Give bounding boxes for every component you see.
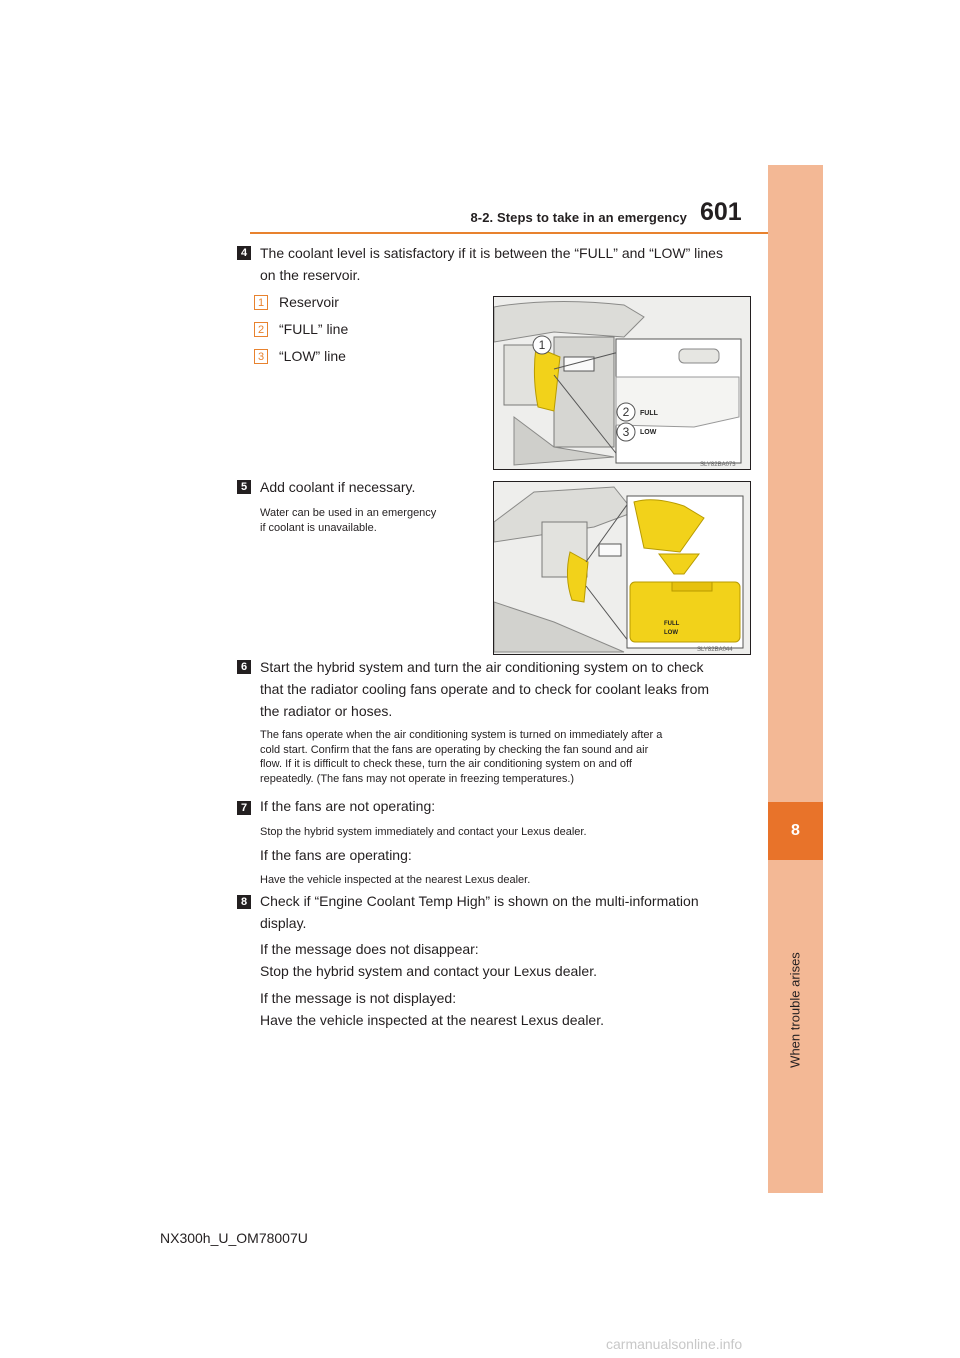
step-7-marker: 7 bbox=[237, 801, 251, 815]
step-4-marker: 4 bbox=[237, 246, 251, 260]
callout-2-label: “FULL” line bbox=[279, 321, 349, 337]
step-6-note: The fans operate when the air conditioning system is turned on immediately after a cold start. Confirm that the fans are operating by checking the fan sound and air flow. If it is difficult to check these, turn the air conditioning system on and off repeatedly. (The fans may not operate in freezing temperatures.) bbox=[260, 729, 663, 785]
step-5-text: Add coolant if necessary. bbox=[260, 479, 416, 495]
add-coolant-illustration bbox=[493, 481, 751, 655]
svg-text:1: 1 bbox=[538, 338, 546, 352]
reservoir-drawing bbox=[494, 297, 750, 469]
figure-code: SLY82BA073 bbox=[700, 462, 736, 468]
full-tag: FULL bbox=[640, 410, 658, 417]
step-5-note: Water can be used in an emergency if coolant is unavailable. bbox=[260, 507, 437, 534]
watermark: carmanualsonline.info bbox=[606, 1336, 743, 1352]
step-7-note-2: Have the vehicle inspected at the nearest Lexus dealer. bbox=[260, 874, 531, 886]
step-6-marker: 6 bbox=[237, 660, 251, 674]
callout-1-marker: 1 bbox=[254, 295, 268, 310]
low-tag: LOW bbox=[664, 630, 678, 636]
step-7-note-1: Stop the hybrid system immediately and contact your Lexus dealer. bbox=[260, 826, 587, 838]
step-8-marker: 8 bbox=[237, 895, 251, 909]
callout-1-label: Reservoir bbox=[279, 294, 339, 310]
callout-3-label: “LOW” line bbox=[279, 348, 346, 364]
low-tag: LOW bbox=[640, 429, 657, 436]
step-8-case-2-action: Have the vehicle inspected at the nearest Lexus dealer. bbox=[260, 1012, 604, 1028]
full-tag: FULL bbox=[664, 621, 680, 627]
add-coolant-drawing bbox=[494, 482, 750, 654]
callout-3-marker: 3 bbox=[254, 349, 268, 364]
reservoir-illustration bbox=[493, 296, 751, 470]
page-number: 601 bbox=[700, 198, 742, 226]
step-7-condition-2: If the fans are operating: bbox=[260, 847, 412, 863]
step-5-marker: 5 bbox=[237, 480, 251, 494]
step-7-condition-1: If the fans are not operating: bbox=[260, 798, 436, 814]
callout-2-marker: 2 bbox=[254, 322, 268, 337]
chapter-label: When trouble arises bbox=[787, 952, 803, 1068]
header-rule bbox=[250, 232, 823, 234]
section-title: 8-2. Steps to take in an emergency bbox=[470, 210, 687, 225]
step-8-case-2-condition: If the message is not displayed: bbox=[260, 990, 457, 1006]
step-8-case-1-condition: If the message does not disappear: bbox=[260, 941, 479, 957]
step-4-text: The coolant level is satisfactory if it is between the “FULL” and “LOW” lines on the reservoir. bbox=[260, 245, 723, 283]
step-8-text: Check if “Engine Coolant Temp High” is shown on the multi-information display. bbox=[260, 893, 699, 931]
svg-text:2: 2 bbox=[622, 405, 630, 419]
chapter-number-tab[interactable]: 8 bbox=[768, 802, 823, 860]
svg-text:3: 3 bbox=[622, 425, 630, 439]
step-6-text: Start the hybrid system and turn the air conditioning system on to check that the radiator cooling fans operate and to check for coolant leaks from the radiator or hoses. bbox=[260, 659, 710, 719]
step-8-case-1-action: Stop the hybrid system and contact your Lexus dealer. bbox=[260, 963, 597, 979]
figure-code: SLY82BA044 bbox=[697, 647, 733, 653]
document-code: NX300h_U_OM78007U bbox=[160, 1230, 308, 1246]
